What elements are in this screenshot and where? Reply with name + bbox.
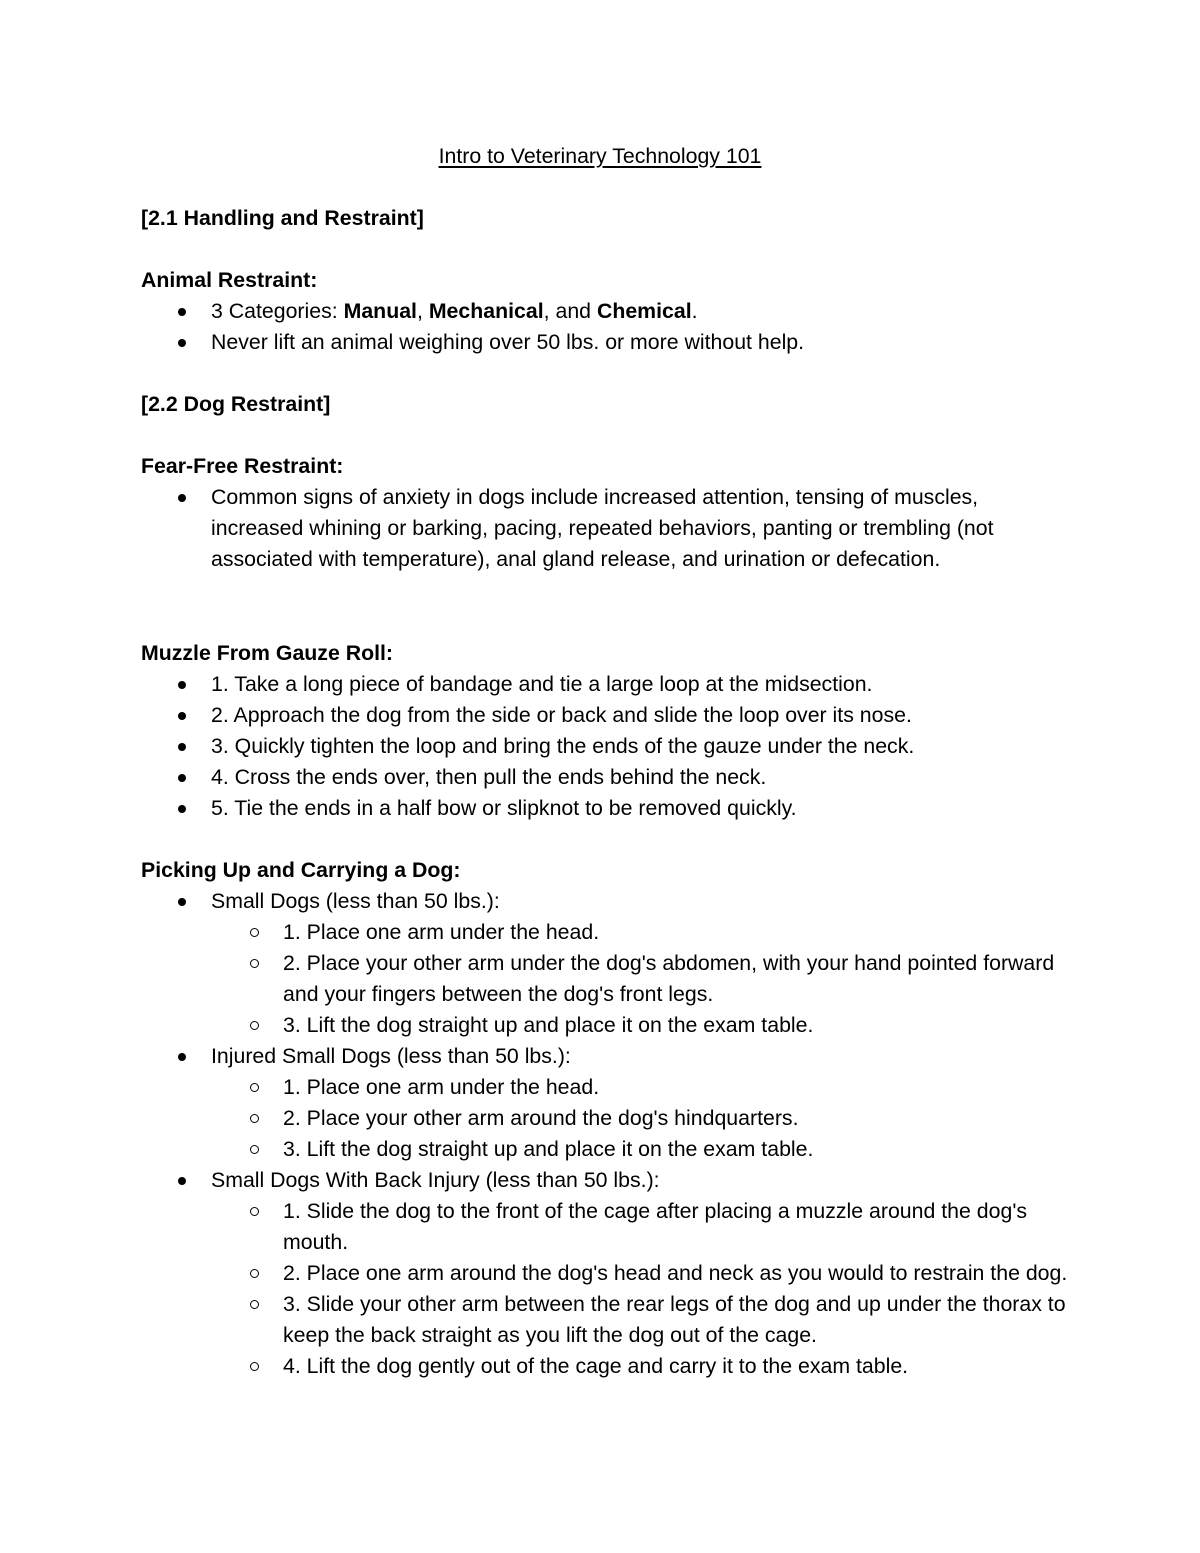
hollow-bullet-icon [250, 1207, 259, 1216]
bullet-icon [178, 339, 186, 347]
sub-list-item [141, 1072, 1070, 1103]
group-label: Small Dogs (less than 50 lbs.): [211, 889, 500, 913]
sub-list-item-text: 1. Place one arm under the head. [283, 920, 600, 944]
categories-prefix: 3 Categories: [211, 299, 344, 323]
hollow-bullet-icon [250, 1269, 259, 1278]
carrying-list [141, 886, 1070, 1382]
sub-list [141, 1072, 1070, 1165]
fear-free-block [141, 451, 1070, 575]
sub-list-item-text: 3. Lift the dog straight up and place it on the exam table. [283, 1013, 814, 1037]
fear-free-heading: Fear-Free Restraint: [141, 454, 344, 478]
list-item [141, 886, 1070, 1041]
sub-list-item [141, 1103, 1070, 1134]
bullet-icon [178, 308, 186, 316]
hollow-bullet-icon [250, 1083, 259, 1092]
list-item [141, 1165, 1070, 1382]
sub-list-item-text: 2. Place one arm around the dog's head and neck as you would to restrain the dog. [283, 1261, 1068, 1285]
bullet-icon [178, 743, 186, 751]
list-item [141, 762, 1070, 793]
animal-restraint-list [141, 296, 1070, 358]
group-label: Injured Small Dogs (less than 50 lbs.): [211, 1044, 571, 1068]
list-item-text: 3. Quickly tighten the loop and bring the ends of the gauze under the neck. [211, 734, 915, 758]
list-item-text: 4. Cross the ends over, then pull the ends behind the neck. [211, 765, 767, 789]
list-item [141, 669, 1070, 700]
carrying-heading: Picking Up and Carrying a Dog: [141, 858, 461, 882]
list-item-text: 1. Take a long piece of bandage and tie a large loop at the midsection. [211, 672, 873, 696]
list-item-text: 2. Approach the dog from the side or back and slide the loop over its nose. [211, 703, 912, 727]
period: . [691, 299, 698, 323]
sub-list-item-text: 1. Place one arm under the head. [283, 1075, 600, 1099]
sub-list-item-text: 3. Lift the dog straight up and place it on the exam table. [283, 1137, 814, 1161]
separator: , and [543, 299, 597, 323]
hollow-bullet-icon [250, 1300, 259, 1309]
muzzle-steps-list [141, 669, 1070, 824]
section-heading-2-2: [2.2 Dog Restraint] [141, 392, 331, 416]
section-heading-2-1: [2.1 Handling and Restraint] [141, 206, 424, 230]
bullet-icon [178, 681, 186, 689]
sub-list-item [141, 1134, 1070, 1165]
section-2-2 [141, 389, 1070, 420]
list-item [141, 700, 1070, 731]
sub-list-item [141, 1196, 1070, 1258]
list-item [141, 482, 1070, 575]
carrying-block [141, 855, 1070, 1382]
list-item-text: Never lift an animal weighing over 50 lbs. or more without help. [211, 330, 805, 354]
document-title: Intro to Veterinary Technology 101 [438, 144, 762, 168]
sub-list-item [141, 1289, 1070, 1351]
hollow-bullet-icon [250, 1145, 259, 1154]
bullet-icon [178, 1177, 186, 1185]
hollow-bullet-icon [250, 1021, 259, 1030]
list-item [141, 731, 1070, 762]
hollow-bullet-icon [250, 1362, 259, 1371]
sub-list-item-text: 2. Place your other arm around the dog's hindquarters. [283, 1106, 799, 1130]
list-item-text: 5. Tie the ends in a half bow or slipknot to be removed quickly. [211, 796, 797, 820]
sub-list-item-text: 2. Place your other arm under the dog's abdomen, with your hand pointed forward and your fingers between the dog's front legs. [283, 951, 1055, 1006]
bullet-icon [178, 898, 186, 906]
sub-list-item [141, 948, 1070, 1010]
bullet-icon [178, 494, 186, 502]
sub-list-item-text: 3. Slide your other arm between the rear legs of the dog and up under the thorax to keep the back straight as you lift the dog out of the cage. [283, 1292, 1066, 1347]
list-item [141, 1041, 1070, 1165]
list-item-text: Common signs of anxiety in dogs include increased attention, tensing of muscles, increased whining or barking, pacing, repeated behaviors, panting or trembling (not associated with temperature), anal gland release, and urination or defecation. [211, 485, 994, 571]
bullet-icon [178, 805, 186, 813]
sub-list-item-text: 4. Lift the dog gently out of the cage and carry it to the exam table. [283, 1354, 909, 1378]
muzzle-block [141, 638, 1070, 824]
list-item [141, 296, 1070, 327]
group-label: Small Dogs With Back Injury (less than 50 lbs.): [211, 1168, 660, 1192]
hollow-bullet-icon [250, 1114, 259, 1123]
section-2-1 [141, 203, 1070, 234]
bullet-icon [178, 774, 186, 782]
sub-list-item [141, 1351, 1070, 1382]
category-mechanical: Mechanical [428, 299, 544, 323]
sub-list-item-text: 1. Slide the dog to the front of the cage after placing a muzzle around the dog's mouth. [283, 1199, 1028, 1254]
sub-list-item [141, 1258, 1070, 1289]
separator: , [416, 299, 429, 323]
bullet-icon [178, 712, 186, 720]
category-chemical: Chemical [596, 299, 692, 323]
category-manual: Manual [343, 299, 417, 323]
sub-list-item [141, 1010, 1070, 1041]
hollow-bullet-icon [250, 959, 259, 968]
sub-list [141, 1196, 1070, 1382]
sub-list [141, 917, 1070, 1041]
list-item [141, 327, 1070, 358]
animal-restraint-block [141, 265, 1070, 358]
sub-list-item [141, 917, 1070, 948]
hollow-bullet-icon [250, 928, 259, 937]
list-item [141, 793, 1070, 824]
fear-free-list [141, 482, 1070, 575]
bullet-icon [178, 1053, 186, 1061]
muzzle-heading: Muzzle From Gauze Roll: [141, 641, 394, 665]
animal-restraint-heading: Animal Restraint: [141, 268, 318, 292]
